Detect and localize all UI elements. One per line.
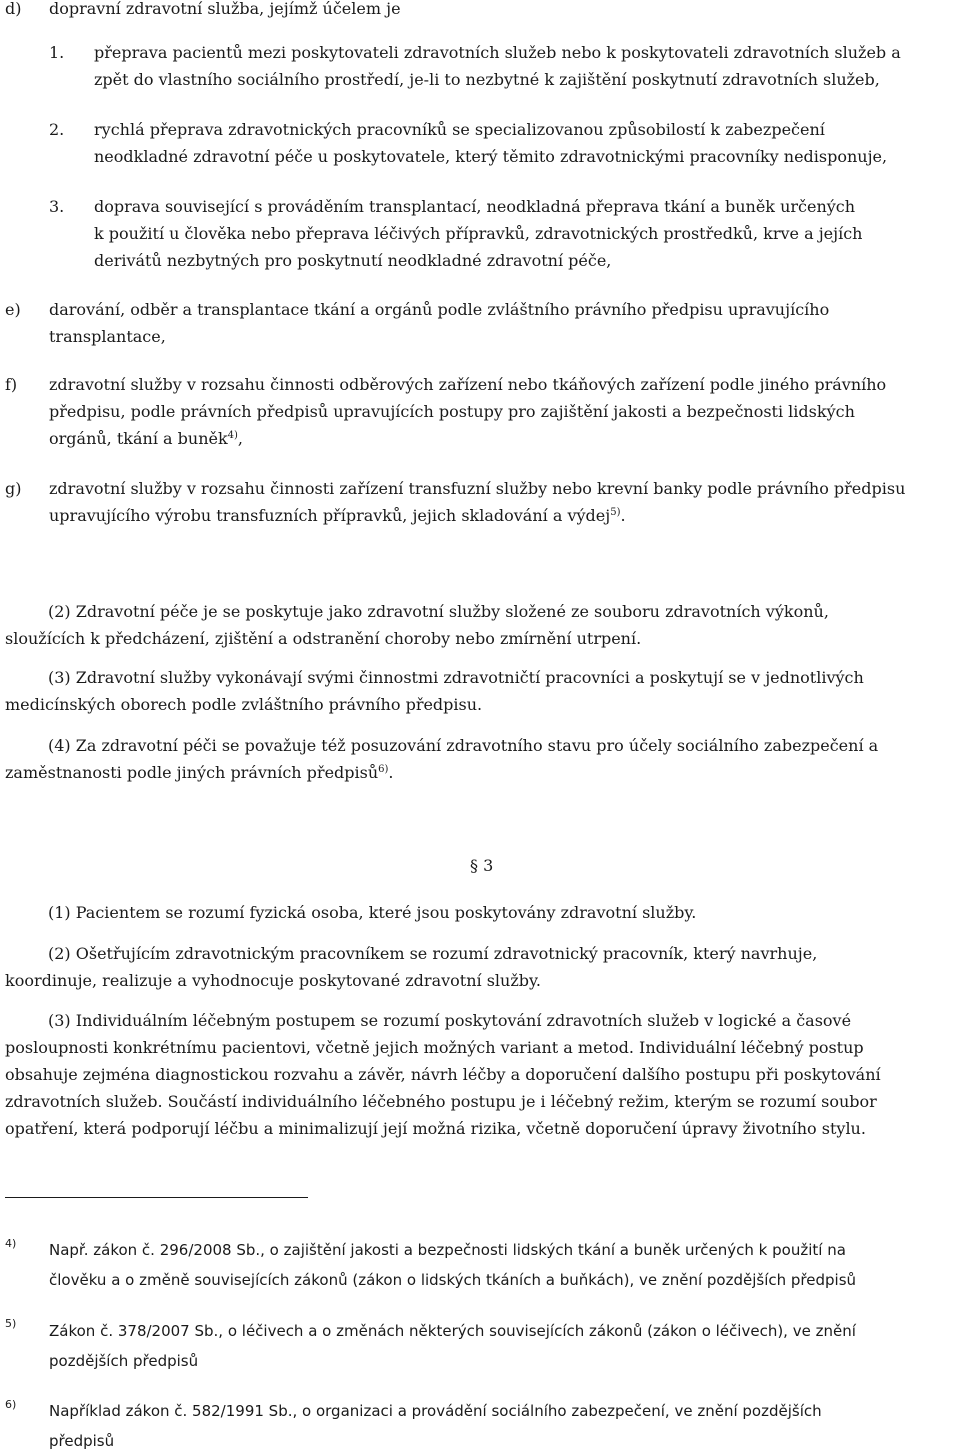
list-item-line: transplantace, xyxy=(49,327,166,346)
list-item-line: zdravotní služby v rozsahu činnosti odběrových zařízení nebo tkáňových zařízení podle jiného právního xyxy=(49,375,887,394)
paragraph-line: (3) Individuálním léčebným postupem se rozumí poskytování zdravotních služeb v logické a časové xyxy=(48,1011,852,1030)
footnote-reference[interactable]: 4) xyxy=(227,430,238,441)
footnote-line: předpisů xyxy=(49,1432,115,1450)
paragraph-line: (1) Pacientem se rozumí fyzická osoba, které jsou poskytovány zdravotní služby. xyxy=(48,903,697,922)
list-item-line: orgánů, tkání a buněk xyxy=(49,429,228,448)
paragraph-line-with-ref xyxy=(5,760,394,786)
paragraph-line: posloupnosti konkrétnímu pacientovi, včetně jejich možných variant a metod. Individuální léčebný postup xyxy=(5,1038,864,1057)
punctuation: , xyxy=(237,429,244,448)
paragraph-line: (3) Zdravotní služby vykonávají svými činnostmi zdravotničtí pracovníci a poskytují se v jednotlivých xyxy=(48,668,864,687)
sublist-label: 1. xyxy=(49,43,65,62)
list-item-text: dopravní zdravotní služba, jejímž účelem je xyxy=(49,0,401,18)
list-label: g) xyxy=(5,479,22,498)
list-label: e) xyxy=(5,300,21,319)
paragraph-line: (4) Za zdravotní péči se považuje též posuzování zdravotního stavu pro účely sociálního zabezpečení a xyxy=(48,736,879,755)
footnote-label: 6) xyxy=(5,1398,17,1411)
paragraph-line: obsahuje zejména diagnostickou rozvahu a závěr, návrh léčby a doporučení dalšího postupu při poskytování xyxy=(5,1065,881,1084)
sublist-line: rychlá přeprava zdravotnických pracovníků se specializovanou způsobilostí k zabezpečení xyxy=(94,120,825,139)
list-item-line-with-ref xyxy=(49,503,626,529)
section-heading: § 3 xyxy=(470,856,494,875)
sublist-line: k použití u člověka nebo přeprava léčivých přípravků, zdravotnických prostředků, krve a jejích xyxy=(94,224,863,243)
paragraph-line: medicínských oborech podle zvláštního právního předpisu. xyxy=(5,695,483,714)
sublist-label: 3. xyxy=(49,197,65,216)
footnote-label: 4) xyxy=(5,1237,17,1250)
sublist-line: doprava související s prováděním transplantací, neodkladná přeprava tkání a buněk určených xyxy=(94,197,856,216)
list-item-line: upravujícího výrobu transfuzních přípravků, jejich skladování a výdej xyxy=(49,506,611,525)
footnote-label: 5) xyxy=(5,1317,17,1330)
list-item-line-with-ref xyxy=(49,426,243,452)
sublist-line: derivátů nezbytných pro poskytnutí neodkladné zdravotní péče, xyxy=(94,251,612,270)
paragraph-line: koordinuje, realizuje a vyhodnocuje poskytované zdravotní služby. xyxy=(5,971,542,990)
footnote-line: Např. zákon č. 296/2008 Sb., o zajištění jakosti a bezpečnosti lidských tkání a buněk určených k použití na xyxy=(49,1241,846,1259)
sublist-line: neodkladné zdravotní péče u poskytovatele, který těmito zdravotnickými pracovníky nedisponuje, xyxy=(94,147,888,166)
paragraph-line: (2) Zdravotní péče je se poskytuje jako zdravotní služby složené ze souboru zdravotních výkonů, xyxy=(48,602,829,621)
list-item-line: zdravotní služby v rozsahu činnosti zařízení transfuzní služby nebo krevní banky podle právního předpisu xyxy=(49,479,906,498)
sublist-line: přeprava pacientů mezi poskytovateli zdravotních služeb nebo k poskytovateli zdravotních služeb a xyxy=(94,43,901,62)
paragraph-line: sloužících k předcházení, zjištění a odstranění choroby nebo zmírnění utrpení. xyxy=(5,629,642,648)
footnote-line: Například zákon č. 582/1991 Sb., o organizaci a provádění sociálního zabezpečení, ve znění pozdějších xyxy=(49,1402,822,1420)
paragraph-line: zaměstnanosti podle jiných právních předpisů xyxy=(5,763,379,782)
footnote-reference[interactable]: 5) xyxy=(610,507,621,518)
footnote-line: Zákon č. 378/2007 Sb., o léčivech a o změnách některých souvisejících zákonů (zákon o léčivech), ve znění xyxy=(49,1322,856,1340)
list-item-line: předpisu, podle právních předpisů upravujících postupy pro zajištění jakosti a bezpečnosti lidských xyxy=(49,402,855,421)
punctuation: . xyxy=(388,763,394,782)
list-label: f) xyxy=(5,375,18,394)
paragraph-line: opatření, která podporují léčbu a minimalizují její možná rizika, včetně doporučení úpravy životního stylu. xyxy=(5,1119,866,1138)
footnote-reference[interactable]: 6) xyxy=(378,764,389,775)
paragraph-line: (2) Ošetřujícím zdravotnickým pracovníkem se rozumí zdravotnický pracovník, který navrhuje, xyxy=(48,944,818,963)
footnote-line: pozdějších předpisů xyxy=(49,1352,199,1370)
paragraph-line: zdravotních služeb. Součástí individuálního léčebného postupu je i léčebný režim, kterým se rozumí soubor xyxy=(5,1092,877,1111)
sublist-line: zpět do vlastního sociálního prostředí, je-li to nezbytné k zajištění poskytnutí zdravotních služeb, xyxy=(94,70,880,89)
list-item-line: darování, odběr a transplantace tkání a orgánů podle zvláštního právního předpisu upravujícího xyxy=(49,300,830,319)
list-label: d) xyxy=(5,0,22,18)
sublist-label: 2. xyxy=(49,120,65,139)
punctuation: . xyxy=(620,506,626,525)
footnote-line: člověku a o změně souvisejících zákonů (zákon o lidských tkáních a buňkách), ve znění pozdějších předpisů xyxy=(49,1271,857,1289)
footnote-divider xyxy=(5,1197,308,1198)
